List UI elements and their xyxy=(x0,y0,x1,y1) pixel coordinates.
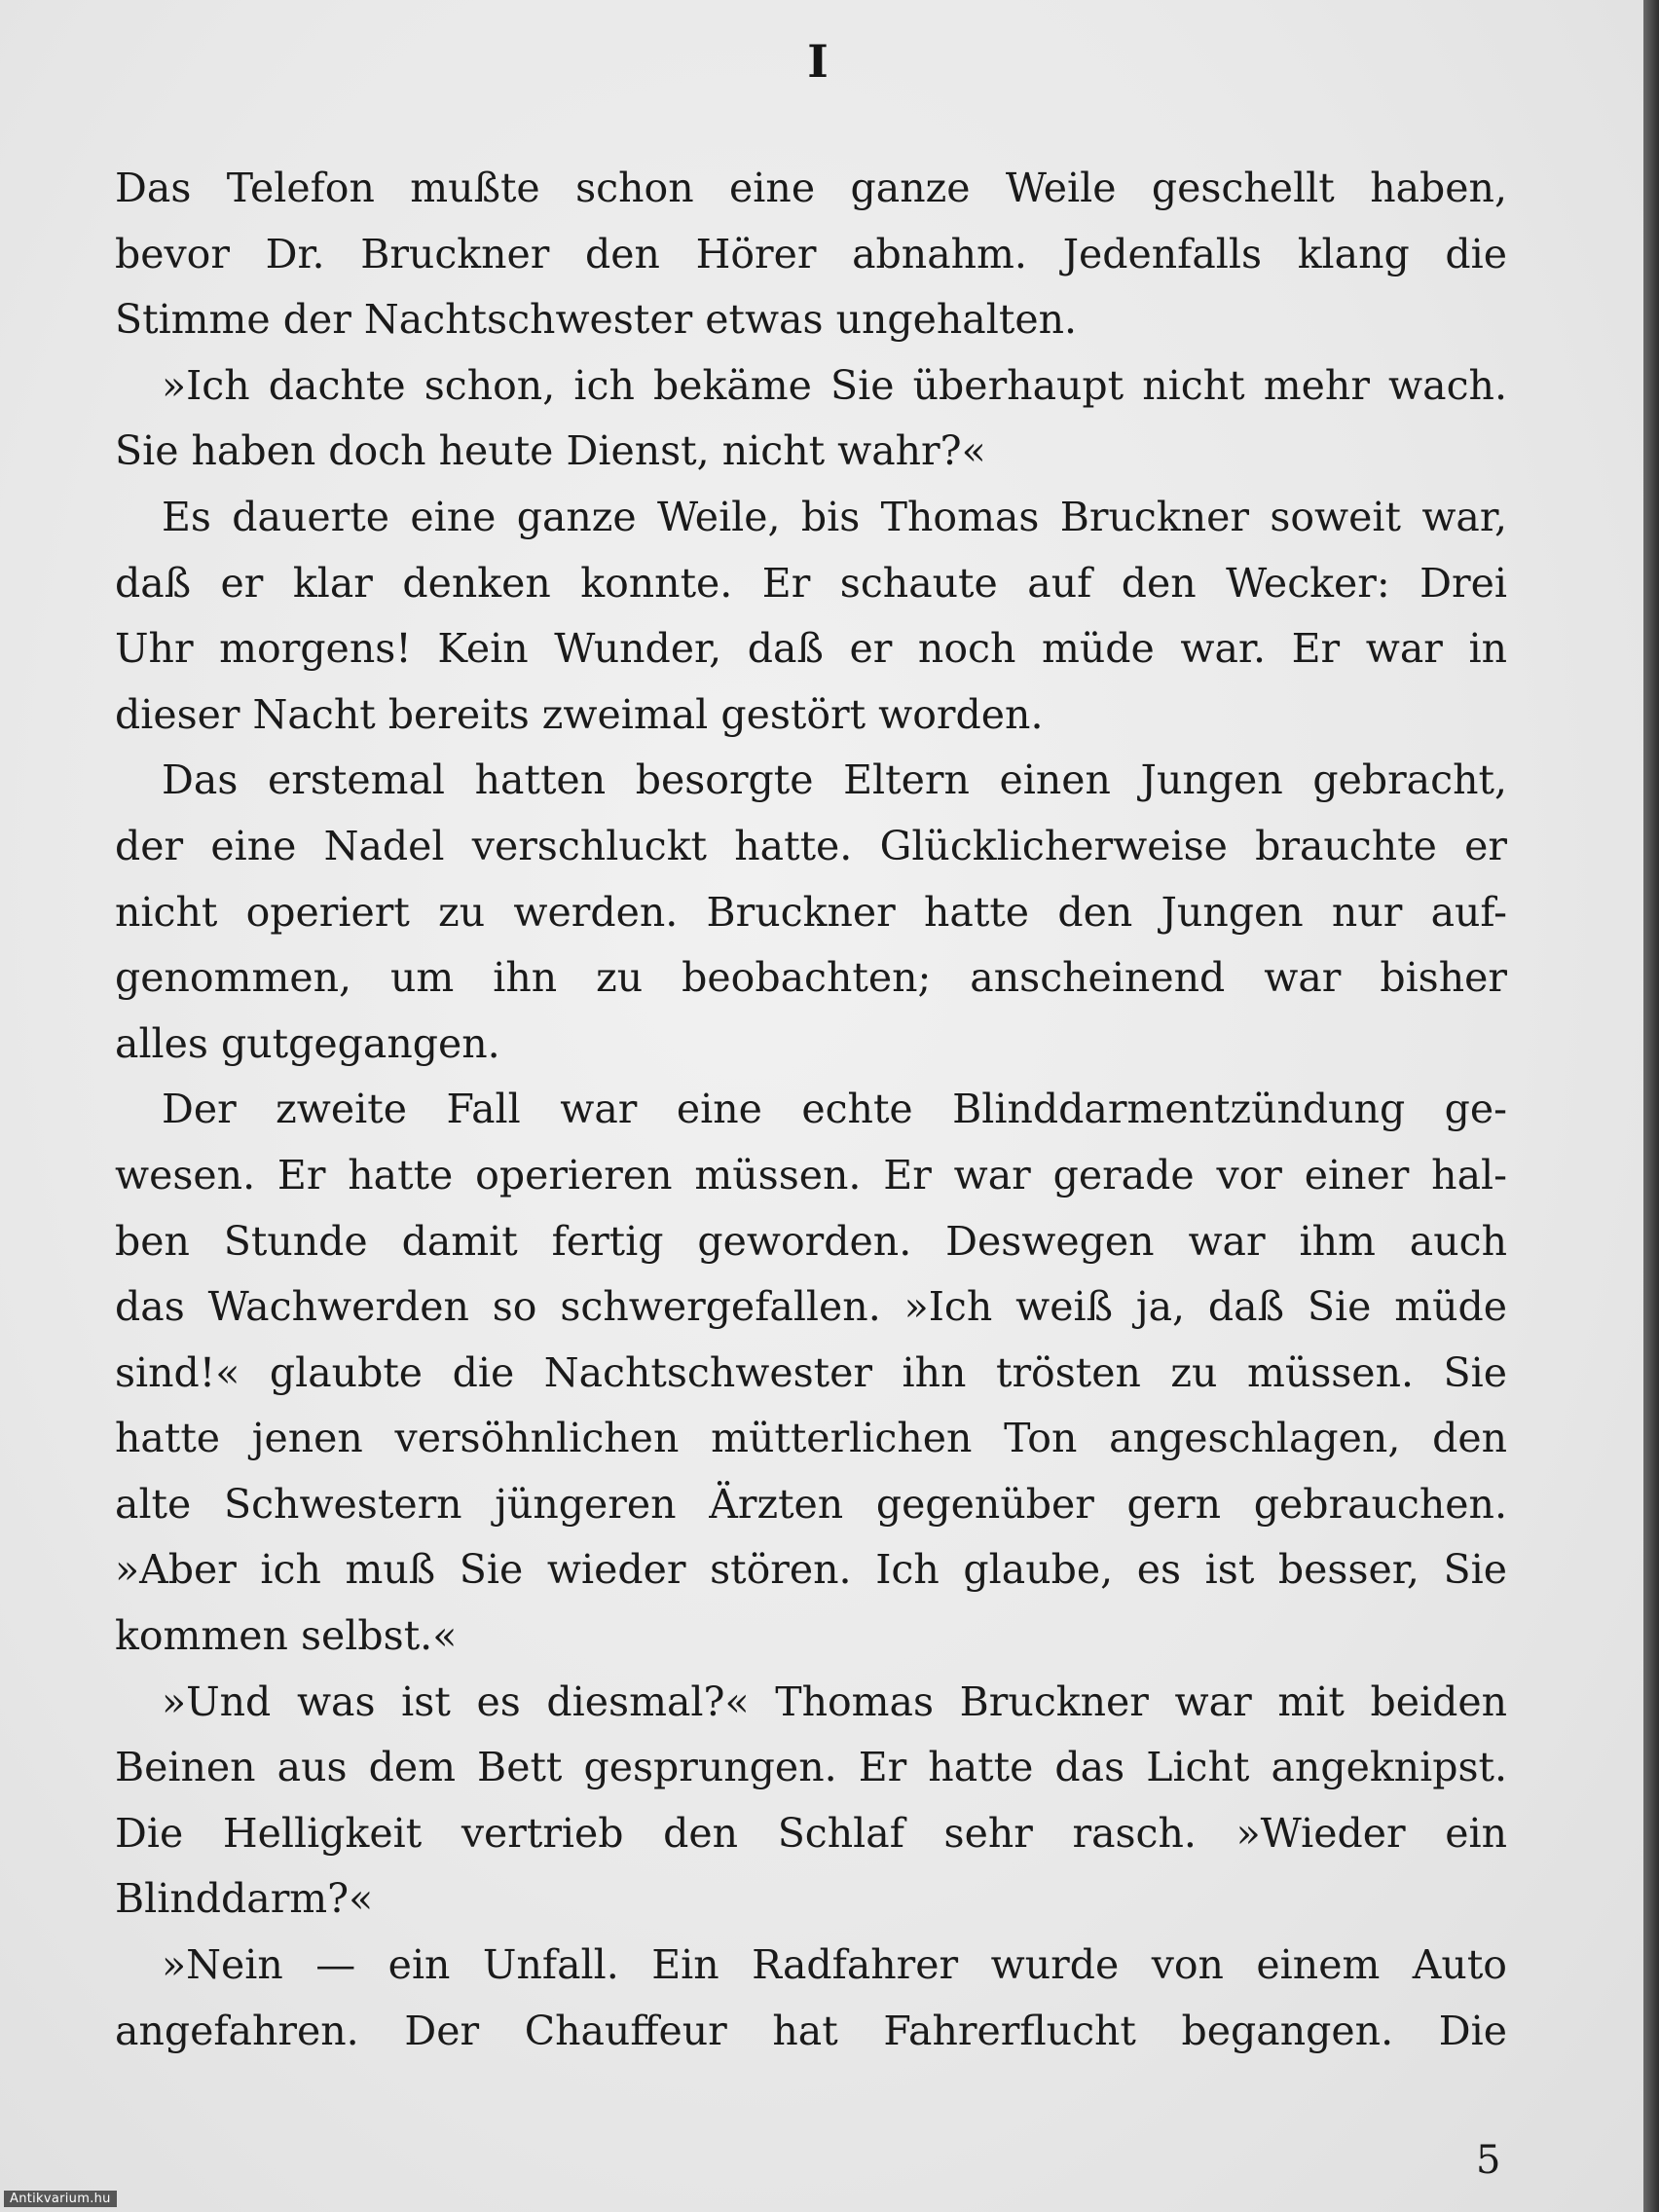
page-edge-shadow xyxy=(1643,0,1659,2212)
text-line: bevor Dr. Bruckner den Hörer abnahm. Jedenfalls klang die xyxy=(115,230,1507,277)
text-line: »Aber ich muß Sie wieder stören. Ich glaube, es ist besser, Sie xyxy=(115,1546,1507,1594)
text-line: »Und was ist es diesmal?« Thomas Bruckner war mit beiden xyxy=(162,1677,1507,1725)
text-line: Beinen aus dem Bett gesprungen. Er hatte das Licht angeknipst. xyxy=(115,1744,1507,1791)
text-line: wesen. Er hatte operieren müssen. Er war gerade vor einer hal- xyxy=(115,1151,1507,1198)
text-line: kommen selbst.« xyxy=(115,1612,458,1660)
watermark: Antikvarium.hu xyxy=(4,2191,117,2207)
text-line: »Nein — ein Unfall. Ein Radfahrer wurde von einem Auto xyxy=(162,1941,1507,1989)
page-number: 5 xyxy=(1476,2138,1501,2183)
text-line: Blinddarm?« xyxy=(115,1875,374,1923)
text-line: Die Helligkeit vertrieb den Schlaf sehr rasch. »Wieder ein xyxy=(115,1809,1507,1857)
chapter-number: I xyxy=(807,35,829,88)
paragraph xyxy=(115,1670,1507,1933)
text-line: Das erstemal hatten besorgte Eltern einen Jungen gebracht, xyxy=(162,756,1507,804)
text-line: sind!« glaubte die Nachtschwester ihn trösten zu müssen. Sie xyxy=(115,1348,1507,1396)
paragraph xyxy=(115,485,1507,748)
text-line: Das Telefon mußte schon eine ganze Weile geschellt haben, xyxy=(115,165,1507,211)
paragraph xyxy=(115,1077,1507,1669)
text-line: Sie haben doch heute Dienst, nicht wahr?« xyxy=(115,427,986,475)
text-line: Es dauerte eine ganze Weile, bis Thomas Bruckner soweit war, xyxy=(162,493,1507,540)
paragraph xyxy=(115,353,1507,485)
text-line: alles gutgegangen. xyxy=(115,1019,500,1067)
paragraph xyxy=(115,156,1507,353)
paragraph xyxy=(115,748,1507,1077)
text-line: angefahren. Der Chauffeur hat Fahrerflucht begangen. Die xyxy=(115,2007,1507,2054)
text-line: der eine Nadel verschluckt hatte. Glücklicherweise brauchte er xyxy=(115,822,1507,869)
text-line: Uhr morgens! Kein Wunder, daß er noch müde war. Er war in xyxy=(115,625,1507,673)
text-line: nicht operiert zu werden. Bruckner hatte den Jungen nur auf- xyxy=(115,888,1507,936)
text-line: hatte jenen versöhnlichen mütterlichen Ton angeschlagen, den xyxy=(115,1415,1507,1462)
text-line: dieser Nacht bereits zweimal gestört worden. xyxy=(115,690,1044,738)
text-line: ben Stunde damit fertig geworden. Deswegen war ihm auch xyxy=(115,1217,1507,1265)
text-line: »Ich dachte schon, ich bekäme Sie überhaupt nicht mehr wach. xyxy=(162,361,1507,409)
text-line: alte Schwestern jüngeren Ärzten gegenüber gern gebrauchen. xyxy=(115,1480,1507,1528)
body-text xyxy=(115,156,1507,2064)
text-line: Stimme der Nachtschwester etwas ungehalten. xyxy=(115,296,1078,344)
text-line: genommen, um ihn zu beobachten; anscheinend war bisher xyxy=(115,954,1507,1002)
text-line: das Wachwerden so schwergefallen. »Ich weiß ja, daß Sie müde xyxy=(115,1283,1507,1331)
text-line: Der zweite Fall war eine echte Blinddarmentzündung ge- xyxy=(162,1086,1507,1133)
text-line: daß er klar denken konnte. Er schaute auf den Wecker: Drei xyxy=(115,559,1507,607)
paragraph xyxy=(115,1933,1507,2064)
